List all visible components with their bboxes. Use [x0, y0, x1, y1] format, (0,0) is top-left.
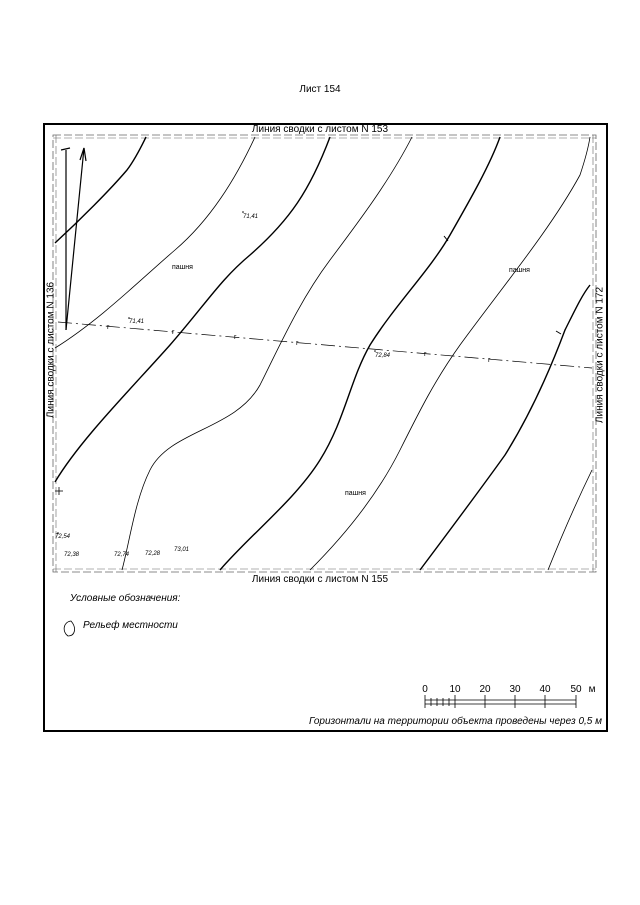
pipeline-marker: г	[424, 351, 427, 358]
elevation-label: 71,41	[129, 319, 145, 325]
contour-line	[220, 137, 500, 570]
contour-line	[548, 470, 592, 570]
scale-bar	[425, 695, 576, 708]
sheet-boundary	[53, 135, 596, 572]
pipeline-line	[58, 322, 592, 368]
north-arrow-icon	[61, 148, 86, 330]
pipeline-marker: г	[296, 340, 299, 347]
elevation-label: 71,41	[243, 214, 259, 220]
pipeline-marker: г	[172, 329, 175, 336]
scale-tick: 0	[422, 684, 428, 695]
land-use-label: пашня	[172, 264, 193, 271]
contour-line	[55, 137, 255, 348]
elevation-label: 72,84	[375, 353, 391, 359]
edge-label-right: Линия сводки с листом N 172	[594, 286, 606, 424]
edge-label-top: Линия сводки с листом N 153	[251, 124, 389, 135]
elevation-label: 72,38	[64, 552, 80, 558]
elevation-label: 72,54	[55, 534, 71, 540]
land-use-label: пашня	[509, 267, 530, 274]
pipeline-marker: г	[234, 334, 237, 341]
sheet-title: Лист 154	[299, 84, 341, 95]
pipeline-marker: г	[107, 324, 110, 331]
legend-item-relief	[65, 620, 178, 631]
edge-label-bottom: Линия сводки с листом N 155	[251, 574, 389, 585]
scale-tick: 50	[570, 684, 582, 695]
land-use-label: пашня	[345, 490, 366, 497]
contour-line	[55, 137, 146, 243]
legend-title: Условные обозначения:	[70, 593, 181, 604]
pipeline-marker: г	[488, 357, 491, 364]
legend-label: Рельеф местности	[83, 620, 178, 631]
elevation-label: 73,01	[174, 547, 190, 553]
scale-unit: м	[588, 684, 596, 695]
elevation-label: 72,74	[114, 552, 130, 558]
contour-interval-note: Горизонтали на территории объекта проведены через 0,5 м	[308, 716, 602, 727]
contour-line	[122, 137, 412, 570]
scale-tick: 10	[449, 684, 461, 695]
contour-lines	[55, 137, 592, 570]
contour-line	[310, 137, 590, 570]
scale-tick: 40	[539, 684, 551, 695]
edge-label-left: Линия сводки с листом N 136	[45, 281, 57, 419]
scale-tick: 20	[479, 684, 491, 695]
scale-tick: 30	[509, 684, 521, 695]
elevation-label: 72,28	[145, 551, 161, 557]
contour-line	[420, 285, 590, 570]
contour-line	[55, 137, 330, 482]
